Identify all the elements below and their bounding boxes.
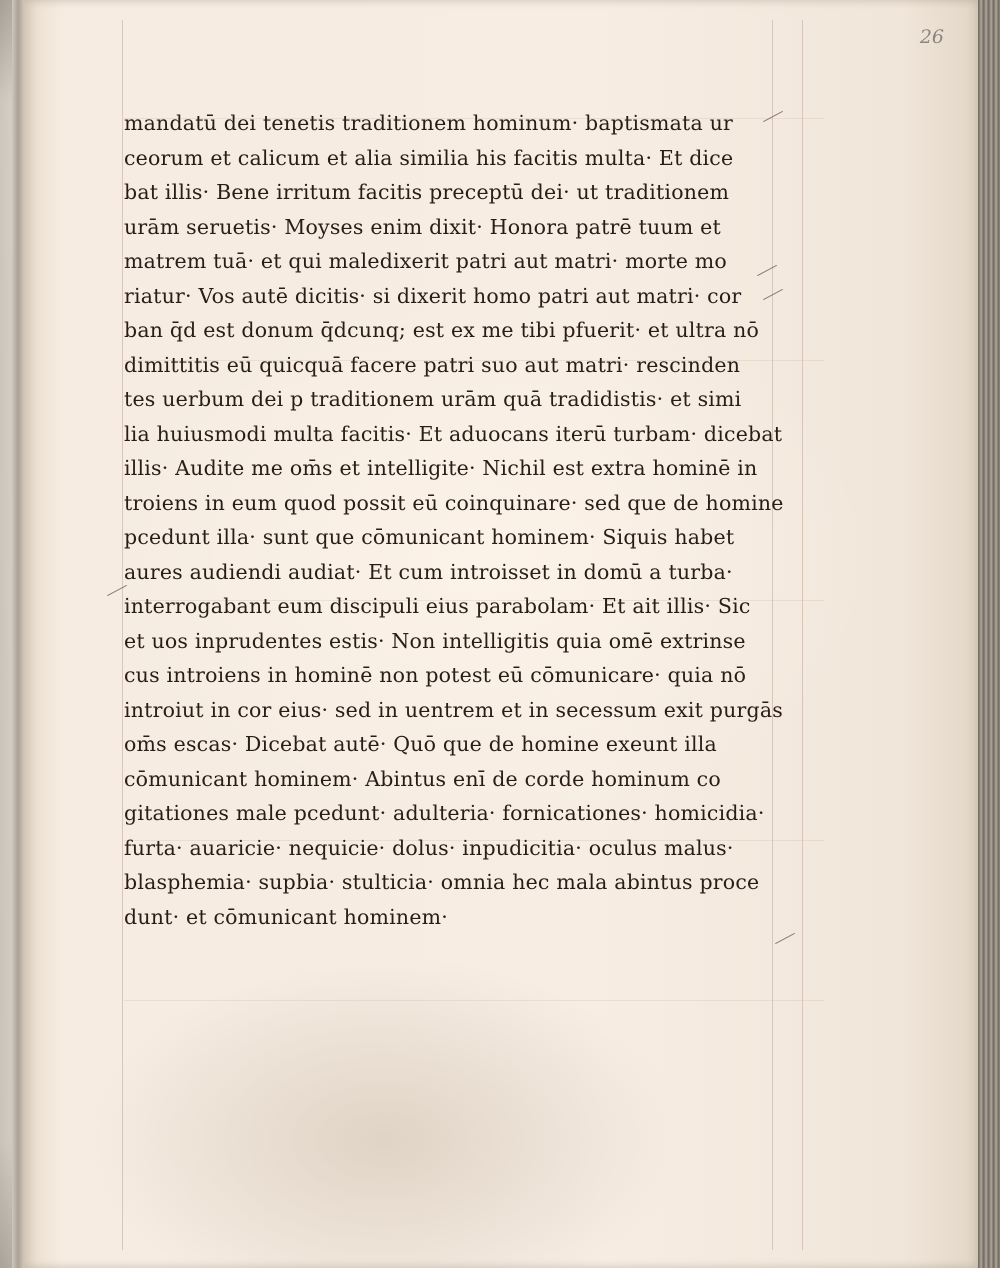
text-line-3: bat illis· Bene irritum facitis preceptū dei· ut traditionem [124, 180, 730, 204]
text-line-24: dunt· et cōmunicant hominem· [124, 904, 449, 929]
text-line-12: troiens in eum quod possit eū coinquinare· sed que de homine [124, 490, 784, 515]
text-line-10: lia huiusmodi multa facitis· Et aduocans iterū turbam· dicebat [124, 421, 783, 446]
text-line-4: urām seruetis· Moyses enim dixit· Honora patrē tuum et [124, 214, 721, 239]
binding-shadow [0, 0, 12, 1268]
text-line-16: et uos inprudentes estis· Non intelligitis quia omē extrinse [124, 628, 746, 653]
text-line-17: cus introiens in hominē non potest eū cōmunicare· quia nō [124, 663, 747, 687]
text-line-18: introiut in cor eius· sed in uentrem et in secessum exit purgās [124, 697, 783, 722]
text-line-21: gitationes male pcedunt· adulteria· fornicationes· homicidia· [124, 801, 765, 825]
text-line-11: illis· Audite me om̄s et intelligite· Nichil est extra hominē in [124, 456, 758, 480]
text-line-23: blasphemia· supbia· stulticia· omnia hec mala abintus proce [124, 870, 760, 894]
manuscript-page [24, 0, 978, 1268]
text-line-20: cōmunicant hominem· Abintus enī de corde hominum co [124, 766, 721, 791]
margin-mark [775, 933, 795, 944]
book-edge [978, 0, 1000, 1268]
text-line-19: om̄s escas· Dicebat autē· Quō que de homine exeunt illa [124, 732, 717, 756]
text-block [124, 106, 794, 934]
text-line-6: riatur· Vos autē dicitis· si dixerit homo patri aut matri· cor [124, 283, 742, 308]
folio-number: 26 [919, 26, 944, 48]
text-line-1: mandatū dei tenetis traditionem hominum· baptismata ur [124, 111, 734, 135]
ruling-line-outer [802, 20, 803, 1250]
text-line-14: aures audiendi audiat· Et cum introisset in domū a turba· [124, 559, 733, 584]
ruling-line-left [122, 20, 123, 1250]
text-line-2: ceorum et calicum et alia similia his facitis multa· Et dice [124, 145, 734, 170]
text-line-7: ban q̄d est donum q̄dcunq; est ex me tibi pfuerit· et ultra nō [124, 318, 760, 342]
text-line-22: furta· auaricie· nequicie· dolus· inpudicitia· oculus malus· [124, 835, 734, 860]
text-line-15: interrogabant eum discipuli eius parabolam· Et ait illis· Sic [124, 594, 751, 618]
text-line-8: dimittitis eū quicquā facere patri suo aut matri· rescinden [124, 352, 741, 377]
text-line-13: pcedunt illa· sunt que cōmunicant hominem· Siquis habet [124, 525, 735, 549]
text-line-9: tes uerbum dei p traditionem urām quā tradidistis· et simi [124, 387, 742, 411]
text-line-5: matrem tuā· et qui maledixerit patri aut matri· morte mo [124, 249, 727, 273]
ruling-line [124, 1000, 824, 1001]
